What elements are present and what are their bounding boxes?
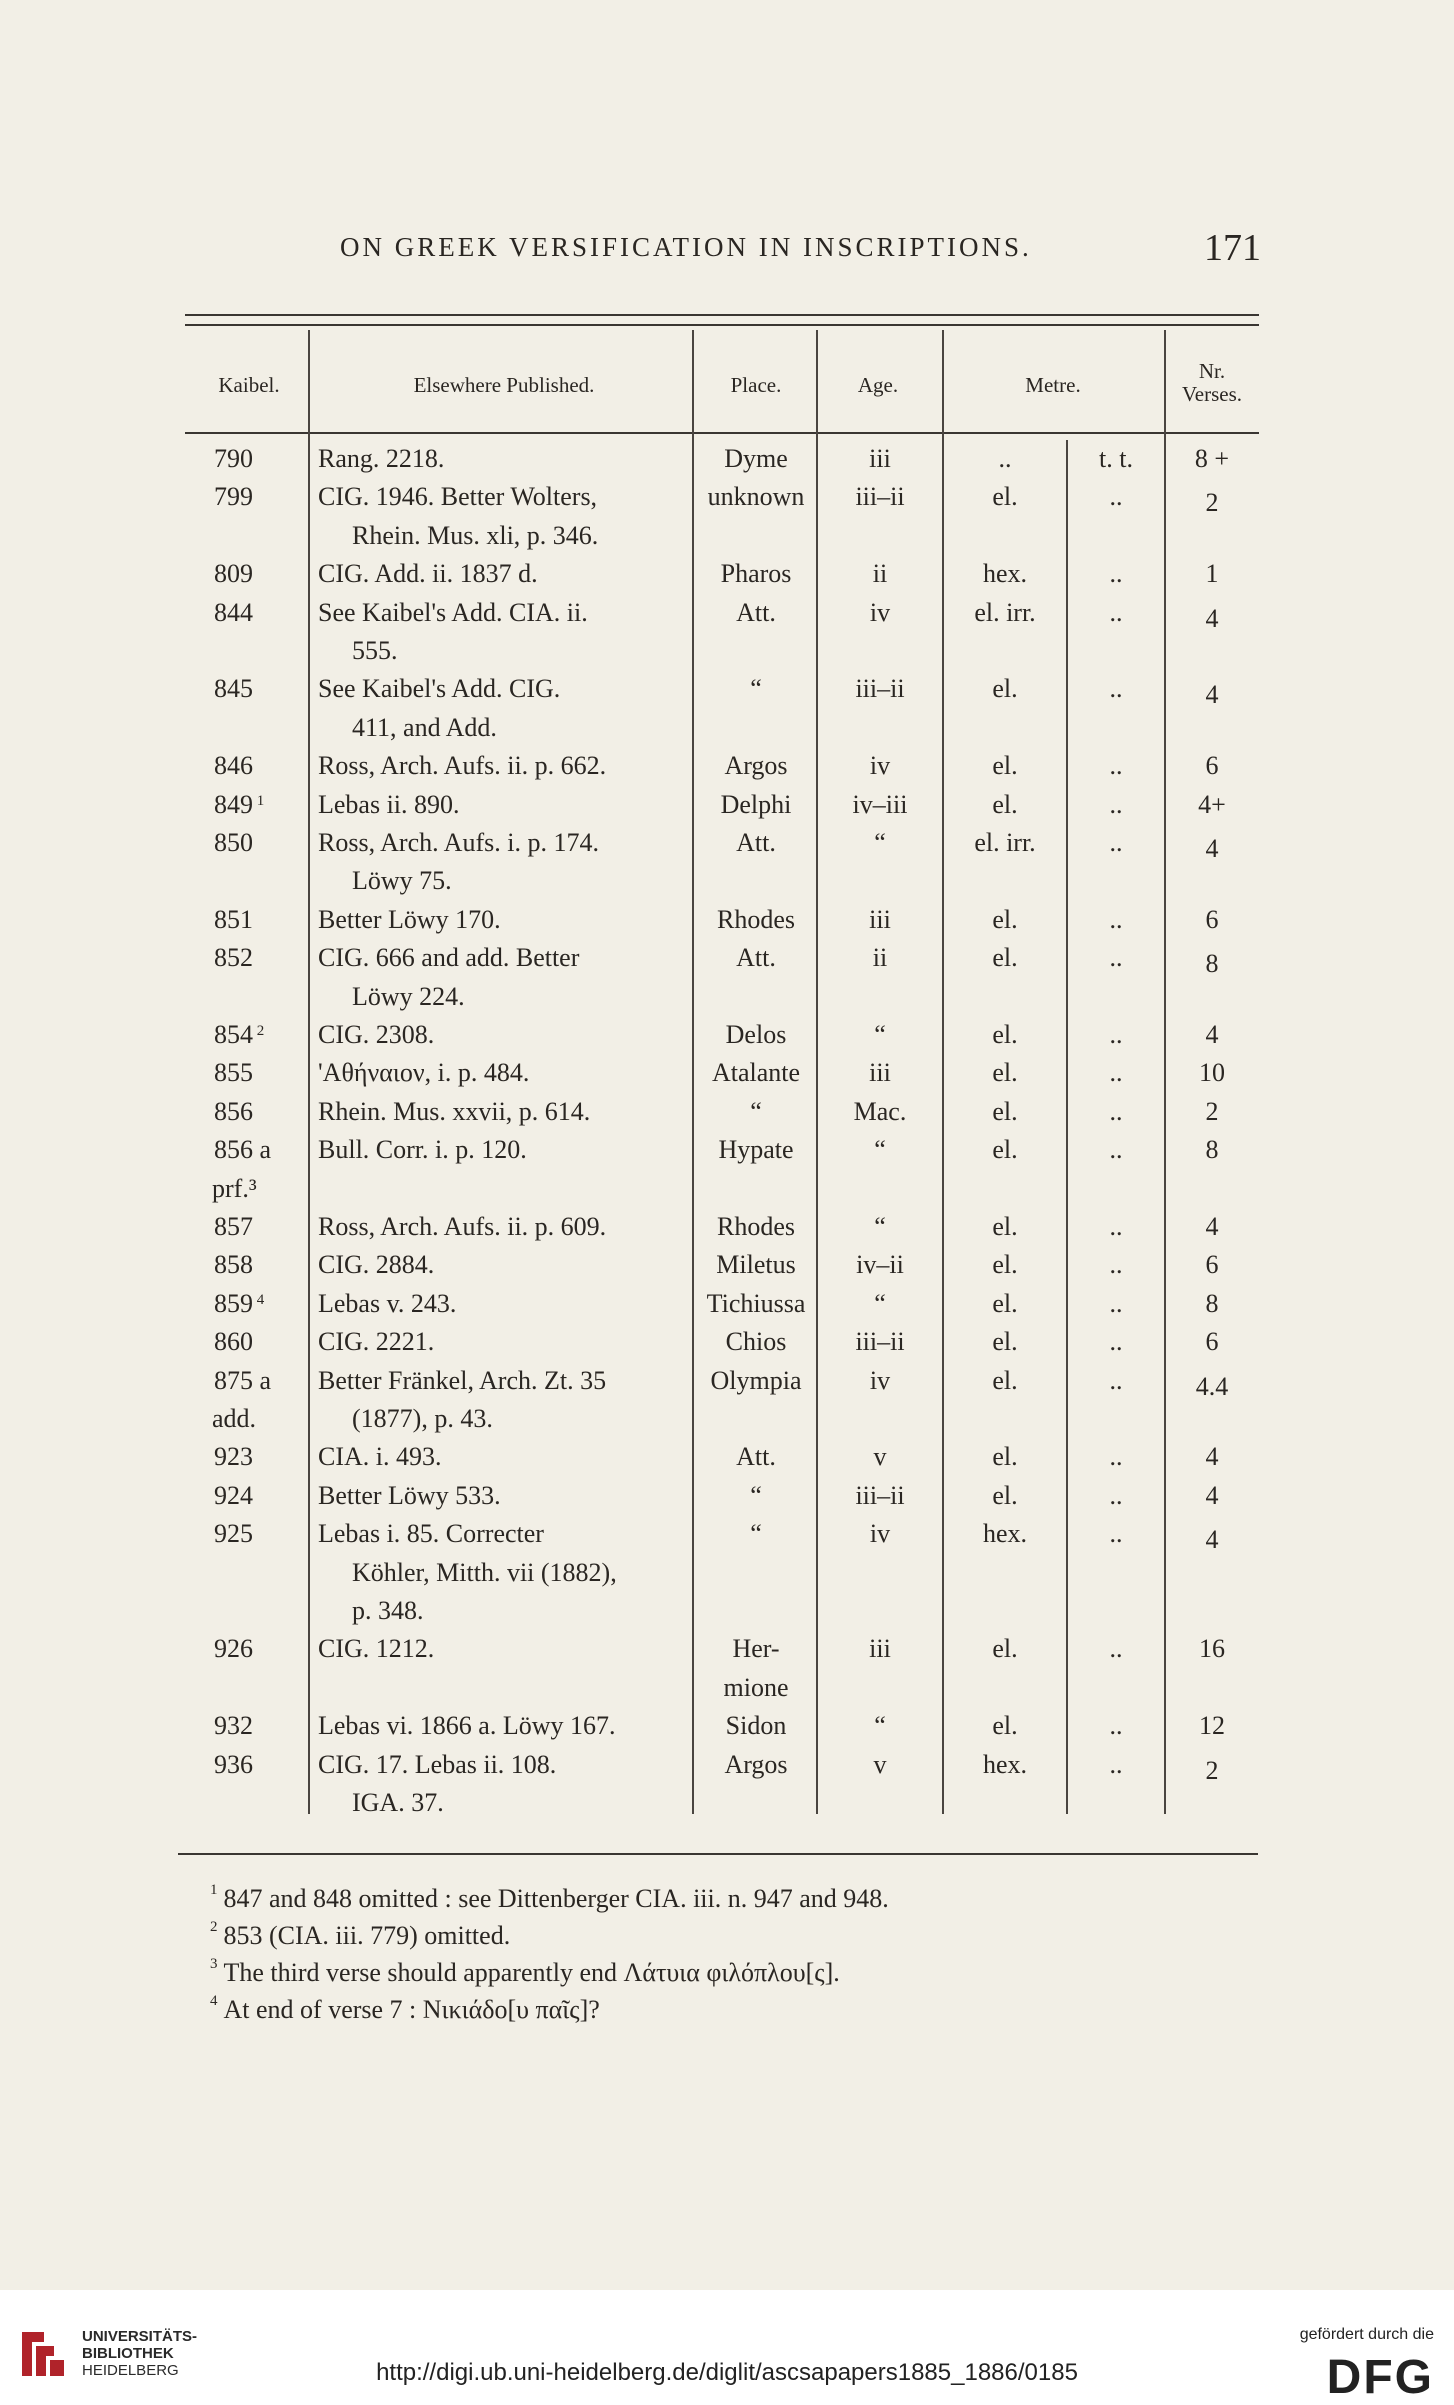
metre: el. <box>992 789 1018 819</box>
metre-note: .. <box>1109 1480 1123 1510</box>
footnote-number: 1 <box>210 1882 218 1898</box>
metre-note: .. <box>1109 1749 1123 1779</box>
metre-note: .. <box>1109 1135 1123 1165</box>
metre: el. <box>992 1058 1018 1088</box>
kaibel-number: 932 <box>214 1711 253 1741</box>
verse-count: 4 <box>1205 1525 1219 1555</box>
verse-count: 4+ <box>1198 789 1226 819</box>
published-ref: Rhein. Mus. xli, p. 346. <box>352 520 599 550</box>
metre: el. <box>992 1365 1018 1395</box>
age: iii <box>869 1634 891 1664</box>
published-ref: CIG. 17. Lebas ii. 108. <box>318 1749 557 1779</box>
published-ref: CIG. 2221. <box>318 1327 435 1357</box>
footnote-number: 3 <box>210 1956 218 1972</box>
footnote <box>210 1921 510 1951</box>
footnote <box>210 1958 840 1988</box>
kaibel-number: 845 <box>214 674 253 704</box>
footnote-mark: 1 <box>253 792 265 809</box>
table-top-rule <box>185 314 1259 316</box>
col-nr-header-line2: Verses. <box>1181 382 1243 406</box>
vline-2 <box>692 330 694 1814</box>
verse-count: 4.4 <box>1195 1371 1229 1401</box>
age: iii–ii <box>855 482 905 512</box>
metre: el. <box>992 904 1018 934</box>
metre-note: .. <box>1109 1711 1123 1741</box>
age: iv <box>869 597 891 627</box>
kaibel-number: 855 <box>214 1058 253 1088</box>
verse-count: 4 <box>1205 1442 1219 1472</box>
metre: el. <box>992 751 1018 781</box>
published-ref: 'Αθήναιον, i. p. 484. <box>318 1058 530 1088</box>
age: “ <box>874 828 886 857</box>
verse-count: 4 <box>1205 603 1219 633</box>
place: Hypate <box>718 1135 794 1165</box>
age: “ <box>874 1020 886 1049</box>
published-ref: Köhler, Mitth. vii (1882), <box>352 1557 617 1587</box>
running-header <box>0 227 1454 272</box>
metre: el. <box>992 943 1018 973</box>
age: iii–ii <box>855 674 905 704</box>
verse-count: 8 <box>1205 949 1219 979</box>
kaibel-note: add. <box>212 1404 257 1433</box>
published-ref: Lebas ii. 890. <box>318 789 460 819</box>
verse-count: 2 <box>1205 488 1219 518</box>
footnote-text: 853 (CIA. iii. 779) omitted. <box>223 1921 511 1950</box>
age: “ <box>874 1135 886 1165</box>
footnote-mark: 4 <box>253 1291 265 1308</box>
published-ref: CIG. Add. ii. 1837 d. <box>318 559 538 589</box>
metre: el. <box>992 1250 1018 1280</box>
place: Rhodes <box>717 904 795 934</box>
metre-note: .. <box>1109 1634 1123 1664</box>
published-ref: CIG. 1946. Better Wolters, <box>318 482 598 512</box>
place: Miletus <box>716 1250 796 1280</box>
dfg-logo: DFG <box>1326 2351 1434 2404</box>
verse-count: 2 <box>1205 1096 1219 1126</box>
metre-note: .. <box>1109 1365 1123 1395</box>
metre-note: .. <box>1109 943 1123 973</box>
published-ref: Löwy 224. <box>352 981 465 1011</box>
footnote-text: 847 and 848 omitted : see Dittenberger CIA. iii. n. 947 and 948. <box>223 1884 889 1913</box>
source-url[interactable]: http://digi.ub.uni-heidelberg.de/diglit/ascsapapers1885_1886/0185 <box>376 2359 1078 2386</box>
published-ref: CIG. 1212. <box>318 1634 435 1664</box>
place: Pharos <box>720 559 792 589</box>
kaibel-number: 856 <box>214 1096 253 1126</box>
col-kaibel-header: Kaibel. <box>218 373 280 397</box>
metre-note: .. <box>1109 1519 1123 1549</box>
age: iv–ii <box>856 1250 904 1280</box>
metre-note: .. <box>1109 828 1123 857</box>
metre: el. <box>992 1711 1018 1741</box>
place: Chios <box>725 1327 787 1357</box>
published-ref: Rhein. Mus. xxvii, p. 614. <box>318 1096 591 1126</box>
kaibel-number: 851 <box>214 904 253 934</box>
verse-count: 6 <box>1205 904 1219 934</box>
library-line-1: UNIVERSITÄTS- <box>82 2328 198 2345</box>
metre-note: .. <box>1109 1212 1123 1241</box>
place: Att. <box>736 828 776 857</box>
footer-bar <box>0 2290 1454 2405</box>
age: ii <box>872 943 888 973</box>
metre-note: .. <box>1109 751 1123 781</box>
kaibel-number: 844 <box>214 597 253 627</box>
place: mione <box>723 1672 789 1702</box>
published-ref: CIG. 2308. <box>318 1020 435 1049</box>
published-ref: CIA. i. 493. <box>318 1442 442 1472</box>
kaibel-number: 846 <box>214 751 253 781</box>
kaibel-number: 857 <box>214 1212 253 1241</box>
age: iii <box>869 904 891 934</box>
age: iii <box>869 1058 891 1088</box>
age: iv <box>869 1365 891 1395</box>
kaibel-number: 936 <box>214 1749 253 1779</box>
place: Att. <box>736 943 776 973</box>
published-ref: Löwy 75. <box>352 866 452 896</box>
footnote-mark: 2 <box>253 1023 265 1039</box>
kaibel-note: prf.³ <box>212 1173 257 1203</box>
kaibel-number: 924 <box>214 1480 253 1510</box>
metre-note: .. <box>1109 674 1123 704</box>
published-ref: p. 348. <box>352 1596 424 1625</box>
age: “ <box>874 1711 886 1741</box>
verse-count: 6 <box>1205 1327 1219 1357</box>
metre-note: .. <box>1109 789 1123 819</box>
published-ref: See Kaibel's Add. CIG. <box>318 674 561 704</box>
published-ref: Better Löwy 533. <box>318 1480 501 1510</box>
metre-note: .. <box>1109 482 1123 512</box>
published-ref: Bull. Corr. i. p. 120. <box>318 1135 527 1165</box>
published-ref: Better Löwy 170. <box>318 904 501 934</box>
place: Argos <box>724 1749 788 1779</box>
age: iv <box>869 751 891 781</box>
verse-count: 4 <box>1205 680 1219 710</box>
verse-count: 4 <box>1205 834 1219 863</box>
age: iv <box>869 1519 891 1549</box>
running-title: ON GREEK VERSIFICATION IN INSCRIPTIONS. <box>340 232 1032 262</box>
published-ref: 411, and Add. <box>352 712 497 742</box>
metre: el. <box>992 1480 1018 1510</box>
kaibel-number: 875 a <box>214 1365 272 1395</box>
kaibel-number: 809 <box>214 559 253 589</box>
footnote-text: The third verse should apparently end Λάτυια φιλόπλου[ς]. <box>223 1958 840 1987</box>
kaibel-number: 923 <box>214 1442 253 1472</box>
kaibel-number: 790 <box>214 444 253 473</box>
place: “ <box>750 1480 762 1510</box>
vline-5 <box>1066 440 1068 1814</box>
kaibel-number: 860 <box>214 1327 253 1357</box>
kaibel-number: 858 <box>214 1250 253 1280</box>
header-bottom-rule <box>185 432 1259 434</box>
metre-note: .. <box>1109 1096 1123 1126</box>
metre: hex. <box>982 559 1028 589</box>
verse-count: 10 <box>1199 1058 1225 1088</box>
col-metre-header: Metre. <box>1025 373 1081 397</box>
published-ref: IGA. 37. <box>352 1788 444 1817</box>
published-ref: See Kaibel's Add. CIA. ii. <box>318 597 588 627</box>
metre-note: .. <box>1109 904 1123 934</box>
age: Mac. <box>853 1096 907 1126</box>
library-line-2: BIBLIOTHEK <box>82 2345 174 2362</box>
footnote-number: 2 <box>210 1919 218 1935</box>
place: Sidon <box>725 1711 787 1741</box>
place: Argos <box>724 751 788 781</box>
place: “ <box>750 1096 762 1126</box>
vline-1 <box>308 330 310 1814</box>
metre: el. irr. <box>974 828 1036 857</box>
place: Olympia <box>710 1365 802 1395</box>
verse-count: 6 <box>1205 1250 1219 1280</box>
col-elsewhere-header: Elsewhere Published. <box>413 373 595 397</box>
kaibel-number: 849 $^1$ <box>214 789 265 819</box>
age: iii–ii <box>855 1327 905 1357</box>
place: Att. <box>736 597 776 627</box>
age: iii <box>869 444 891 473</box>
kaibel-number: 859 $^4$ <box>214 1288 265 1318</box>
age: “ <box>874 1288 886 1318</box>
published-ref: Ross, Arch. Aufs. ii. p. 609. <box>318 1212 607 1241</box>
published-ref: Better Fränkel, Arch. Zt. 35 <box>318 1365 607 1395</box>
verse-count: 1 <box>1205 559 1219 589</box>
published-ref: CIG. 2884. <box>318 1250 435 1280</box>
kaibel-number: 852 <box>214 943 253 973</box>
verse-count: 8 + <box>1194 444 1230 473</box>
kaibel-number: 799 <box>214 482 253 512</box>
kaibel-number: 925 <box>214 1519 253 1549</box>
metre-note: .. <box>1109 1288 1123 1318</box>
place: Tichiussa <box>706 1288 806 1318</box>
metre-note: .. <box>1109 1058 1123 1088</box>
place: Att. <box>736 1442 776 1472</box>
metre: .. <box>998 444 1012 473</box>
published-ref: Lebas v. 243. <box>318 1288 457 1318</box>
metre: el. <box>992 1442 1018 1472</box>
place: Delos <box>725 1020 787 1049</box>
metre-note: .. <box>1109 1250 1123 1280</box>
metre: el. <box>992 1135 1018 1165</box>
verse-count: 16 <box>1199 1634 1225 1664</box>
metre: el. <box>992 1096 1018 1126</box>
metre-note: .. <box>1109 1442 1123 1472</box>
metre: el. <box>992 1634 1018 1664</box>
library-line-3: HEIDELBERG <box>82 2362 179 2379</box>
age: v <box>873 1749 887 1779</box>
metre-note: .. <box>1109 559 1123 589</box>
published-ref: Ross, Arch. Aufs. i. p. 174. <box>318 828 599 857</box>
published-ref: Lebas i. 85. Correcter <box>318 1519 544 1549</box>
place: Dyme <box>724 444 788 473</box>
metre-note: .. <box>1109 1020 1123 1049</box>
col-place-header: Place. <box>730 373 782 397</box>
verse-count: 6 <box>1205 751 1219 781</box>
age: “ <box>874 1212 886 1241</box>
metre: el. <box>992 1020 1018 1049</box>
place: Her- <box>732 1634 780 1664</box>
place: “ <box>750 1519 762 1549</box>
age: iv–iii <box>852 789 908 819</box>
age: v <box>873 1442 887 1472</box>
col-age-header: Age. <box>857 373 899 397</box>
age: iii–ii <box>855 1480 905 1510</box>
published-ref: Lebas vi. 1866 a. Löwy 167. <box>318 1711 616 1741</box>
metre: el. <box>992 1288 1018 1318</box>
metre: el. <box>992 1212 1018 1241</box>
kaibel-number: 926 <box>214 1634 253 1664</box>
metre: el. irr. <box>974 597 1036 627</box>
funded-by-label: gefördert durch die <box>1299 2326 1434 2343</box>
footnote <box>210 1884 889 1914</box>
footnote <box>210 1995 600 2025</box>
verse-count: 2 <box>1205 1755 1219 1785</box>
metre: el. <box>992 1327 1018 1357</box>
metre: el. <box>992 674 1018 704</box>
published-ref: Ross, Arch. Aufs. ii. p. 662. <box>318 751 607 781</box>
metre: el. <box>992 482 1018 512</box>
footnote-text: At end of verse 7 : Νικιάδο[υ παῖς]? <box>223 1995 600 2024</box>
verse-count: 8 <box>1205 1288 1219 1318</box>
verse-count: 4 <box>1205 1020 1219 1049</box>
verse-count: 12 <box>1199 1711 1225 1741</box>
place: unknown <box>707 482 805 512</box>
place: Rhodes <box>717 1212 795 1241</box>
verse-count: 8 <box>1205 1135 1219 1165</box>
verse-count: 4 <box>1205 1212 1219 1241</box>
metre-note: t. t. <box>1099 444 1133 473</box>
metre: hex. <box>982 1749 1028 1779</box>
metre: hex. <box>982 1519 1028 1549</box>
place: Delphi <box>720 789 792 819</box>
page-number: 171 <box>1204 227 1261 269</box>
published-ref: (1877), p. 43. <box>352 1404 493 1433</box>
table-top-rule-2 <box>185 324 1259 326</box>
published-ref: 555. <box>352 636 398 665</box>
col-nr-header-line1: Nr. <box>1198 359 1226 383</box>
kaibel-number: 850 <box>214 828 253 857</box>
kaibel-number: 854 $^2$ <box>214 1020 265 1049</box>
footnote-number: 4 <box>210 1993 218 2009</box>
verse-count: 4 <box>1205 1480 1219 1510</box>
published-ref: CIG. 666 and add. Better <box>318 943 580 973</box>
kaibel-number: 856 a <box>214 1135 272 1165</box>
age: ii <box>872 559 888 589</box>
metre-note: .. <box>1109 1327 1123 1357</box>
table-bottom-rule <box>178 1853 1258 1855</box>
place: Atalante <box>711 1058 801 1088</box>
place: “ <box>750 674 762 704</box>
published-ref: Rang. 2218. <box>318 444 445 473</box>
metre-note: .. <box>1109 597 1123 627</box>
